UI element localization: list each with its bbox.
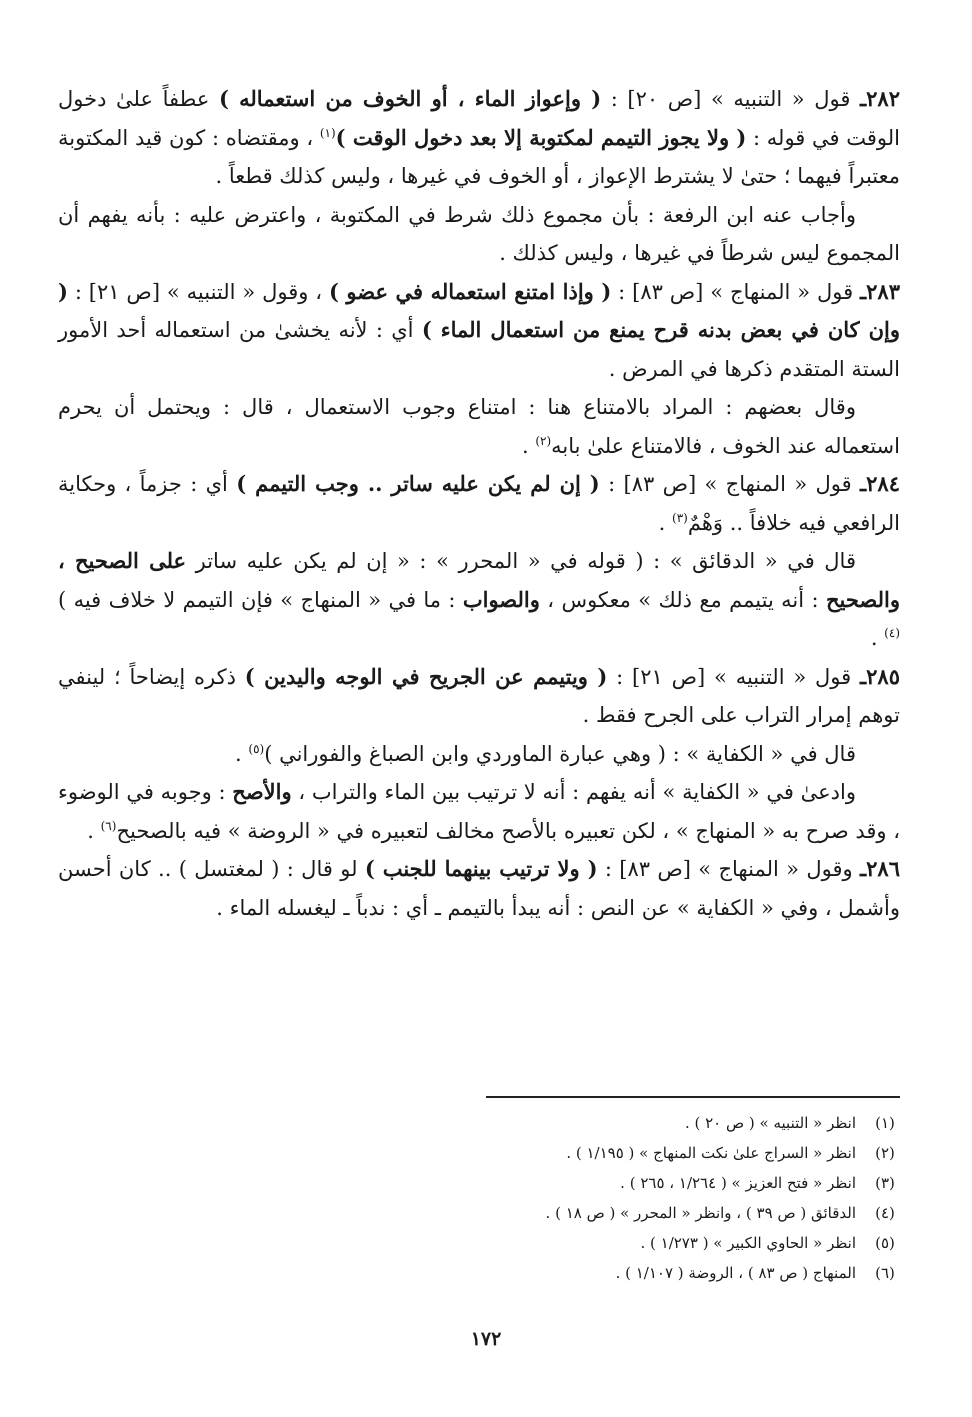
footnote-item	[340, 1168, 900, 1198]
footnote-divider	[486, 1096, 900, 1098]
text-run: ، وقول « التنبيه » [ص ٢١] :	[67, 279, 329, 304]
footnote-ref: (١)	[319, 125, 336, 140]
text-run: وأجاب عنه ابن الرفعة : بأن مجموع ذلك شرط في المكتوبة ، واعترض عليه : بأنه يفهم أن المجموع ليس شرطاً في غيرها ، وليس كذلك .	[58, 202, 900, 265]
paragraph-p283b	[58, 388, 900, 465]
footnote-number: (٥)	[875, 1234, 895, 1252]
footnote-ref: (٤)	[884, 626, 900, 640]
text-run: قول « المنهاج » [ص ٨٣] :	[599, 472, 860, 496]
footnote-number: (٢)	[875, 1144, 895, 1162]
bold-text: والأصح	[232, 779, 292, 804]
footnote-item	[340, 1258, 900, 1288]
footnote-ref: (٣)	[672, 510, 688, 525]
page-number: ١٧٢	[470, 1328, 502, 1350]
footnote-text: انظر « الحاوي الكبير » ( ١/٢٧٣ ) .	[640, 1234, 856, 1252]
footnote-number: (٦)	[875, 1264, 895, 1282]
text-run: .	[521, 433, 536, 458]
footnote-number: (٣)	[875, 1174, 895, 1192]
footnote-ref: (٥)	[248, 741, 265, 756]
bold-text: ٢٨٢ـ	[860, 86, 900, 111]
text-run: وادعىٰ في « الكفاية » أنه يفهم : أنه لا ترتيب بين الماء والتراب ،	[291, 780, 857, 804]
bold-text: ( وإعواز الماء ، أو الخوف من استعماله )	[218, 86, 602, 111]
footnote-item	[340, 1228, 900, 1258]
text-run: أي : جزماً ، وحكاية الرافعي فيه خلافاً .. وَهْمٌ	[58, 472, 900, 535]
bold-text: ( ولا يجوز التيمم لمكتوبة إلا بعد دخول الوقت )	[335, 124, 747, 150]
footnote-item	[340, 1108, 900, 1138]
footnote-ref: (٢)	[535, 433, 552, 448]
text-run: قول « التنبيه » [ص ٢٠] :	[601, 87, 860, 111]
footnote-number: (٤)	[875, 1204, 895, 1222]
text-run: .	[870, 626, 885, 650]
paragraph-p283	[58, 273, 900, 389]
main-text	[58, 80, 900, 927]
bold-text: على الصحيح ، والصحيح	[58, 548, 901, 612]
text-run: : أنه يتيمم مع ذلك » معكوس ،	[539, 587, 826, 612]
text-run: عطفاً علىٰ دخول الوقت في قوله :	[58, 87, 900, 150]
text-run: قال في « الكفاية » : ( وهي عبارة الماوردي وابن الصباغ والفوراني )	[264, 741, 856, 766]
paragraph-p282b	[58, 196, 900, 273]
paragraph-p286	[58, 850, 900, 927]
text-run: ، ومقتضاه : كون قيد المكتوبة معتبراً فيهما ؛ حتىٰ لا يشترط الإعواز ، أو الخوف في غيرها ، وليس كذلك قطعاً .	[58, 125, 900, 188]
paragraph-p285c	[58, 773, 900, 850]
text-run: قال في « الدقائق » : ( قوله في « المحرر » : « إن لم يكن عليه ساتر	[186, 549, 856, 573]
paragraph-p285b	[58, 735, 900, 774]
bold-text: والصواب	[462, 586, 540, 612]
footnote-text: الدقائق ( ص ٣٩ ) ، وانظر « المحرر » ( ص ١٨ ) .	[545, 1204, 856, 1222]
bold-text: ( ويتيمم عن الجريح في الوجه واليدين )	[244, 663, 608, 689]
text-run: أي : لأنه يخشىٰ من استعماله أحد الأمور الستة المتقدم ذكرها في المرض .	[58, 318, 900, 381]
bold-text: ( وإن كان في بعض بدنه قرح يمنع من استعمال الماء )	[58, 278, 901, 342]
footnote-text: المنهاج ( ص ٨٣ ) ، الروضة ( ١/١٠٧ ) .	[615, 1264, 856, 1282]
text-run: لو قال : ( لمغتسل ) .. كان أحسن وأشمل ، وفي « الكفاية » عن النص : أنه يبدأ بالتيمم ـ أي : ندباً ـ ليغسله الماء .	[58, 857, 900, 920]
bold-text: ٢٨٦ـ	[859, 856, 900, 881]
bold-text: ( إن لم يكن عليه ساتر .. وجب التيمم )	[236, 471, 600, 496]
paragraph-p284b	[58, 542, 900, 658]
footnote-number: (١)	[875, 1114, 895, 1132]
footnote-text: انظر « السراج علىٰ نكت المنهاج » ( ١/١٩٥ ) .	[566, 1144, 856, 1162]
footnote-text: انظر « فتح العزيز » ( ١/٢٦٤ ، ٢٦٥ ) .	[620, 1174, 856, 1192]
text-run: .	[87, 818, 101, 843]
bold-text: ( وإذا امتنع استعماله في عضو )	[328, 278, 612, 304]
text-run: : وجوبه في الوضوء ، وقد صرح به « المنهاج » ، لكن تعبيره بالأصح مخالف لتعبيره في « الروضة » فيه بالصحيح	[58, 780, 900, 843]
text-run: .	[658, 510, 673, 535]
bold-text: ٢٨٤ـ	[860, 471, 900, 496]
text-run: قول « المنهاج » [ص ٨٣] :	[611, 279, 860, 304]
bold-text: ( ولا ترتيب بينهما للجنب )	[364, 856, 598, 881]
text-run: قول « التنبيه » [ص ٢١] :	[607, 664, 860, 689]
footnote-item	[340, 1198, 900, 1228]
bold-text: ٢٨٥ـ	[860, 663, 900, 689]
text-run: .	[235, 741, 249, 766]
footnote-ref: (٦)	[100, 818, 117, 833]
text-run: : ما في « المنهاج » فإن التيمم لا خلاف فيه )	[58, 587, 463, 612]
footnote-text: انظر « التنبيه » ( ص ٢٠ ) .	[684, 1114, 856, 1132]
paragraph-p282	[58, 80, 900, 196]
footnotes	[340, 1108, 900, 1288]
text-run: وقال بعضهم : المراد بالامتناع هنا : امتناع وجوب الاستعمال ، قال : ويحتمل أن يحرم استعماله عند الخوف ، فالامتناع علىٰ بابه	[58, 395, 900, 458]
text-run: وقول « المنهاج » [ص ٨٣] :	[597, 857, 860, 881]
paragraph-p285	[58, 658, 900, 735]
bold-text: ٢٨٣ـ	[860, 278, 900, 304]
footnote-item	[340, 1138, 900, 1168]
paragraph-p284	[58, 465, 900, 542]
text-run: ذكره إيضاحاً ؛ لينفي توهم إمرار التراب على الجرح فقط .	[58, 664, 900, 727]
